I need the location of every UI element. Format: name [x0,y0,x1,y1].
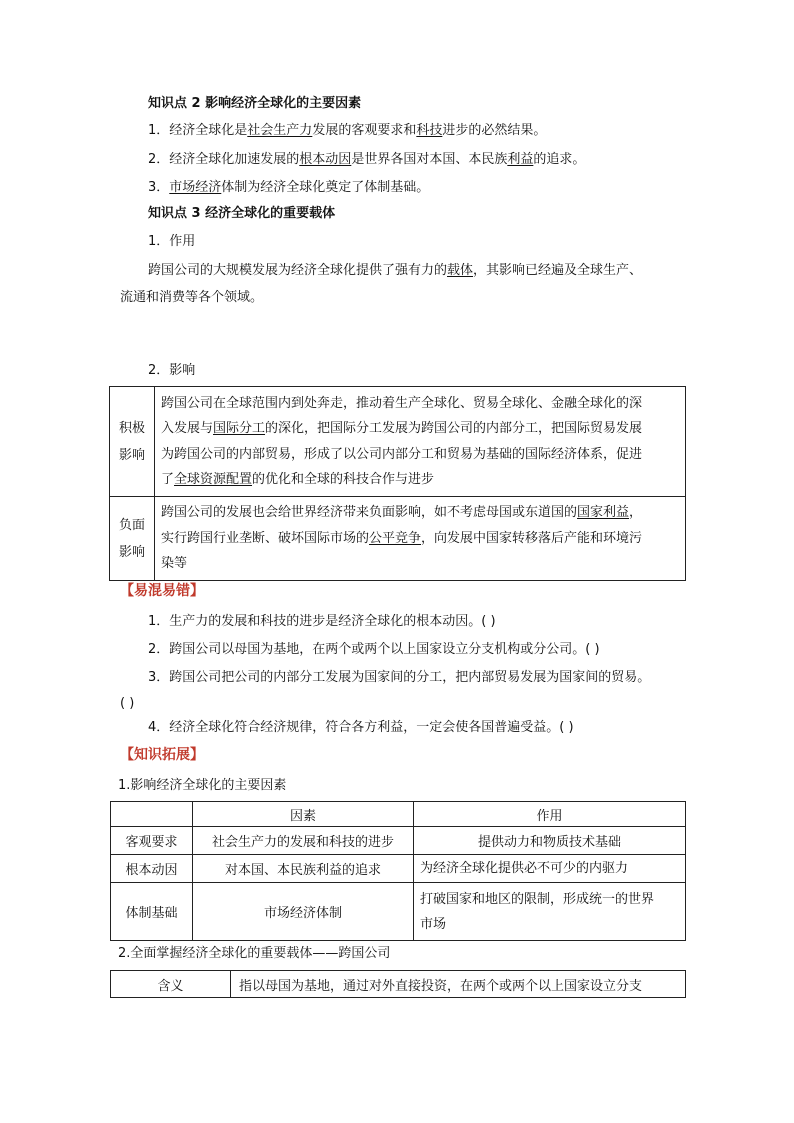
factor-effect-line: 市场 [420,916,447,932]
factor-effect [414,827,686,855]
positive-label-line: 影响 [118,447,145,463]
text-run: 的优化和全球的科技合作与进步 [252,472,435,487]
cell-text-line [161,467,679,493]
negative-label-line: 影响 [118,544,145,560]
factor-name: 客观要求 [111,827,193,855]
text-run: 入发展与 [161,421,214,436]
confusion-item-2: 2．跨国公司以母国为基地，在两个或两个以上国家设立分支机构或分公司。( ) [148,642,600,657]
kp2-title: 知识点 2 影响经济全球化的主要因素 [148,96,362,111]
text-run: 实行跨国行业垄断、破坏国际市场的 [161,530,370,546]
confusion-heading: 【易混易错】 [120,583,204,599]
factor-effect [414,855,686,883]
kp3-role-heading: 1．作用 [148,234,196,249]
impact-row-positive [110,387,686,497]
factor-effect [414,883,686,941]
factor-factor: 对本国、本民族利益的追求 [193,855,414,883]
factor-header-row [111,802,686,827]
text-run: 跨国公司的发展也会给世界经济带来负面影响，如不考虑母国或东道国的 [161,505,578,521]
cell-text-line [161,551,679,577]
text-run: ， [629,505,643,521]
positive-content [155,387,686,497]
text-run: 了 [161,472,175,487]
carrier-term: 含义 [111,971,231,998]
confusion-item-3: 3．跨国公司把公司的内部分工发展为国家间的分工，把内部贸易发展为国家间的贸易。 [148,670,651,685]
underlined-term: 社会生产力 [247,123,313,138]
negative-label-line: 负面 [118,517,145,533]
text-run: 的深化，把国际分工发展为跨国公司的内部分工，把国际贸易发展 [265,421,643,436]
cell-text-line [161,526,679,552]
factor-factor: 市场经济体制 [193,883,414,941]
confusion-item-1: 1．生产力的发展和科技的进步是经济全球化的根本动因。( ) [148,614,496,629]
factor-effect-line: 打破国家和地区的限制，形成统一的世界 [420,891,655,907]
factor-row [111,883,686,941]
text-run: 跨国公司的大规模发展为经济全球化提供了强有力的 [148,263,448,278]
kp2-item-1 [148,121,546,141]
kp3-role-line-1 [148,261,642,281]
extension-sub2-title: 2.全面掌握经济全球化的重要载体——跨国公司 [118,946,391,961]
negative-label [110,497,155,581]
text-run: 染等 [161,556,188,572]
factor-name: 根本动因 [111,855,193,883]
positive-label [110,387,155,497]
item-number: 1． [148,123,170,138]
impact-table [109,386,686,581]
confusion-item-4: 4．经济全球化符合经济规律，符合各方利益，一定会使各国普遍受益。( ) [148,720,574,735]
factor-table [110,801,686,941]
factor-row [111,827,686,855]
kp3-role-line-2: 流通和消费等各个领域。 [120,290,264,305]
extension-sub1-title: 1.影响经济全球化的主要因素 [118,778,287,793]
underlined-term: 利益 [507,152,534,167]
text-run: ，其影响已经遍及全球生产、 [473,263,643,278]
text-run: 为跨国公司的内部贸易，形成了以公司内部分工和贸易为基础的国际经济体系，促进 [161,446,643,462]
item-number: 3． [148,180,170,195]
text-run: 的追求。 [533,152,586,167]
text-run: 跨国公司在全球范围内到处奔走，推动着生产全球化、贸易全球化、金融全球化的深 [161,395,643,411]
factor-factor: 社会生产力的发展和科技的进步 [193,827,414,855]
kp3-title: 知识点 3 经济全球化的重要载体 [148,206,336,221]
factor-header-cell: 作用 [414,802,686,827]
underlined-term: 国际分工 [213,421,266,436]
underlined-term: 全球资源配置 [174,472,253,487]
underlined-term: 市场经济 [169,180,222,195]
cell-text-line [161,442,679,468]
confusion-item-3-bracket: ( ) [120,696,135,711]
extension-heading: 【知识拓展】 [120,747,204,763]
kp2-item-3 [148,178,429,198]
underlined-term: 科技 [416,123,443,138]
cell-text-line [161,416,679,442]
positive-label-line: 积极 [118,420,145,436]
underlined-term: 国家利益 [577,505,630,521]
cell-text-line [161,391,679,417]
item-number: 2． [148,152,170,167]
text-run: 经济全球化加速发展的 [169,152,300,167]
underlined-term: 根本动因 [299,152,352,167]
text-run: 体制为经济全球化奠定了体制基础。 [221,180,430,195]
kp3-impact-heading: 2．影响 [148,363,196,378]
kp2-item-2 [148,150,585,170]
text-run: 是世界各国对本国、本民族 [351,152,508,167]
factor-effect-line: 提供动力和物质技术基础 [477,835,621,850]
factor-header-cell: 因素 [193,802,414,827]
underlined-term: 载体 [447,263,474,278]
factor-name: 体制基础 [111,883,193,941]
carrier-desc: 指以母国为基地，通过对外直接投资，在两个或两个以上国家设立分支 [231,971,686,998]
carrier-table [110,970,686,998]
underlined-term: 公平竞争 [369,530,422,546]
text-run: 进步的必然结果。 [442,123,547,138]
impact-row-negative [110,497,686,581]
text-run: 发展的客观要求和 [312,123,417,138]
factor-effect-line: 为经济全球化提供必不可少的内驱力 [420,861,629,876]
cell-text-line [161,500,679,526]
carrier-row [111,971,686,998]
factor-header-cell [111,802,193,827]
factor-row [111,855,686,883]
text-run: 经济全球化是 [169,123,248,138]
negative-content [155,497,686,581]
text-run: ，向发展中国家转移落后产能和环境污 [421,530,643,546]
